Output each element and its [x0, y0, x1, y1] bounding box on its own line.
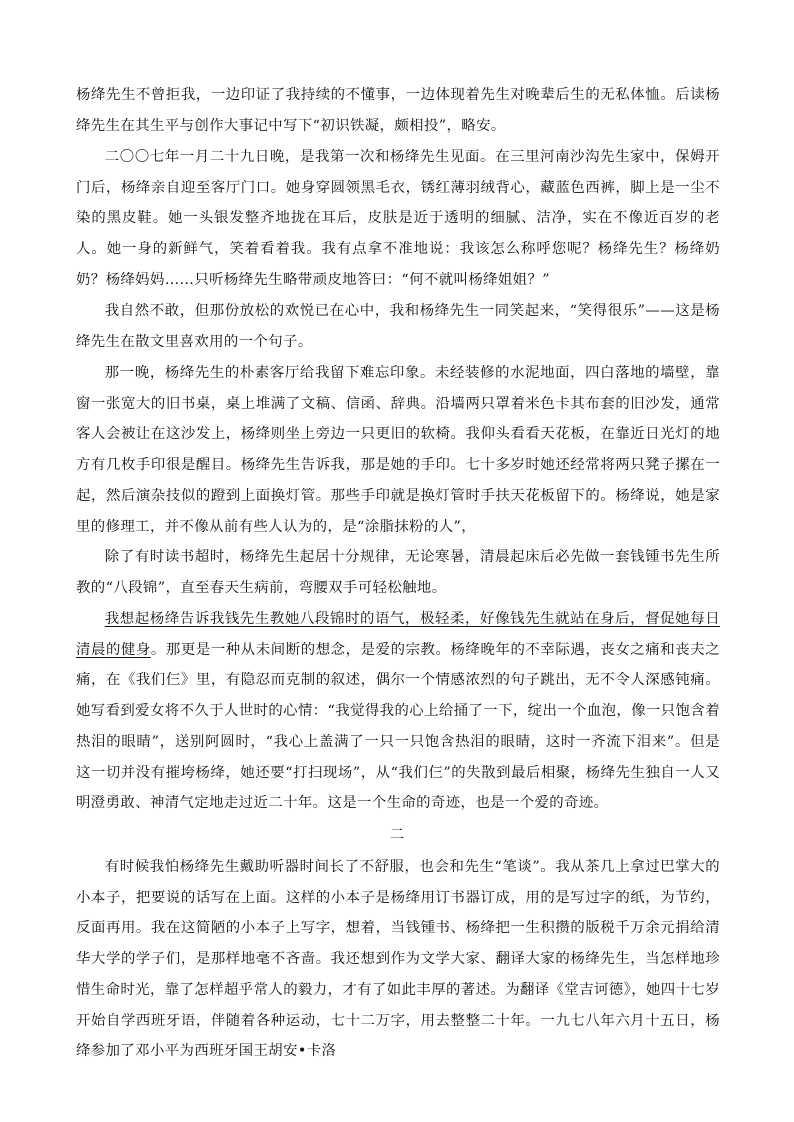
underlined-sentence: 我想起杨绛告诉我钱先生教她八段锦时的语气，极轻柔，好像钱先生就站在身后，督促她每日清晨的健身	[76, 611, 720, 658]
paragraph-memory-rest: 。那更是一种从未间断的想念，是爱的宗教。杨绛晚年的不幸际遇，丧女之痛和丧夫之痛，在《我们仨》里，有隐忍而克制的叙述，偶尔一个情感浓烈的句子跳出，无不令人深感钝痛。她写看到爱女将不久于人世时的心情：“我觉得我的心上给捅了一下，绽出一个血泡，像一只饱含着热泪的眼睛”，送别阿圆时，“我心上盖满了一只一只饱含热泪的眼睛，这时一齐流下泪来”。但是这一切并没有摧垮杨绛，她还要“打扫现场”，从“我们仨”的失散到最后相聚，杨绛先生独自一人又明澄勇敢、神清气定地走过近二十年。这是一个生命的奇迹，也是一个爱的奇迹。	[76, 641, 720, 812]
paragraph-first-meeting: 二〇〇七年一月二十九日晚，是我第一次和杨绛先生见面。在三里河南沙沟先生家中，保姆开门后，杨绛亲自迎至客厅门口。她身穿圆领黑毛衣，锈红薄羽绒背心，藏蓝色西裤，脚上是一尘不染的黑皮鞋。她一头银发整齐地拢在耳后，皮肤是近于透明的细腻、洁净，实在不像近百岁的老人。她一身的新鲜气，笑着看着我。我有点拿不准地说：我该怎么称呼您呢？杨绛先生？杨绛奶奶？杨绛妈妈……只听杨绛先生略带顽皮地答曰：“何不就叫杨绛姐姐？”	[76, 149, 720, 288]
paragraph-living-room: 那一晚，杨绛先生的朴素客厅给我留下难忘印象。未经装修的水泥地面，四白落地的墙壁，靠窗一张宽大的旧书桌，桌上堆满了文稿、信函、辞典。沿墙两只罩着米色卡其布套的旧沙发，通常客人会被让在这沙发上，杨绛则坐上旁边一只更旧的软椅。我仰头看看天花板，在靠近日光灯的地方有几枚手印很是醒目。杨绛先生告诉我，那是她的手印。七十多岁时她还经常将两只凳子摞在一起，然后演杂技似的蹬到上面换灯管。那些手印就是换灯管时手扶天花板留下的。杨绛说，她是家里的修理工，并不像从前有些人认为的，是“涂脂抹粉的人”，	[76, 365, 720, 535]
paragraph-laughter: 我自然不敢，但那份放松的欢悦已在心中，我和杨绛先生一同笑起来，“笑得很乐”——这是杨绛先生在散文里喜欢用的一个句子。	[76, 303, 720, 350]
paragraph-routine: 除了有时读书超时，杨绛先生起居十分规律，无论寒暑，清晨起床后必先做一套钱锺书先生所教的“八段锦”，直至春天生病前，弯腰双手可轻松触地。	[76, 549, 720, 596]
paragraph-pen-talk: 有时候我怕杨绛先生戴助听器时间长了不舒服，也会和先生“笔谈”。我从茶几上拿过巴掌大的小本子，把要说的话写在上面。这样的小本子是杨绛用订书器订成，用的是写过字的纸，为节约，反面再用。我在这简陋的小本子上写字，想着，当钱锺书、杨绛把一生积攒的版税千万余元捐给清华大学的学子们，是那样地毫不吝啬。我还想到作为文学大家、翻译大家的杨绛先生，当怎样地珍惜生命时光，靠了怎样超乎常人的毅力，才有了如此丰厚的著述。为翻译《堂吉诃德》，她四十七岁开始自学西班牙语，伴随着各种运动，七十二万字，用去整整二十年。一九七八年六月十五日，杨绛参加了邓小平为西班牙国王胡安•卡洛	[76, 859, 720, 1060]
paragraph-intro: 杨绛先生不曾拒我，一边印证了我持续的不懂事，一边体现着先生对晚辈后生的无私体恤。后读杨绛先生在其生平与创作大事记中写下“初识铁凝，颇相投”，略安。	[76, 87, 720, 134]
section-heading: 二	[389, 827, 405, 843]
paragraph-memory	[76, 604, 720, 819]
